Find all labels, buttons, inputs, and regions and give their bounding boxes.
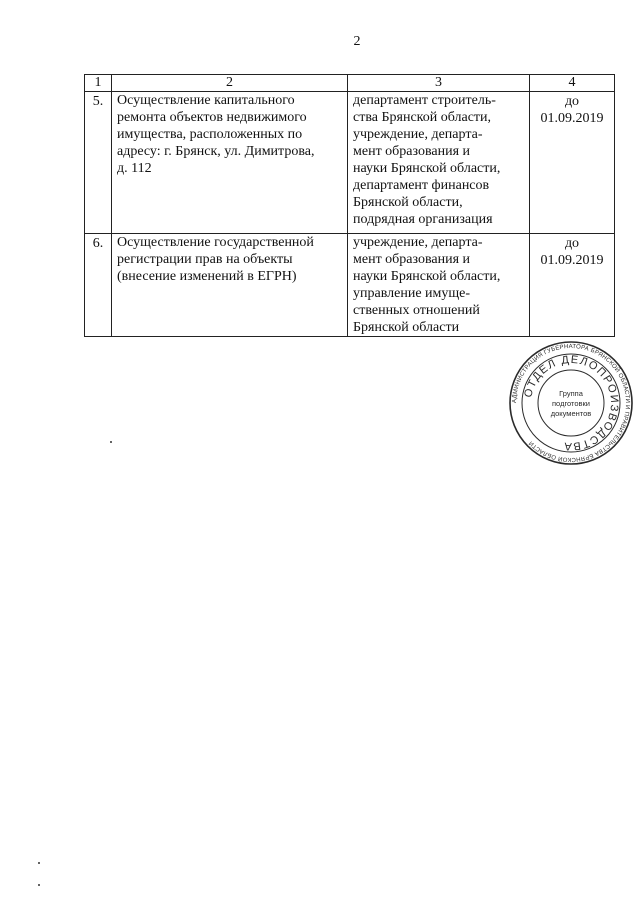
svg-text:ОТДЕЛ ДЕЛОПРОИЗВОДСТВА: ОТДЕЛ ДЕЛОПРОИЗВОДСТВА [522,353,621,453]
task-cell [112,234,348,337]
scan-speck [110,441,112,443]
deadline-date: 01.09.2019 [540,111,604,126]
executors-text: учреждение, департа- мент образования и науки Брянской области, управление имуще- ственных отношений Брянской области [353,235,501,335]
executors-cell [348,92,530,234]
scan-speck [38,884,40,886]
table-header-row [85,75,615,92]
svg-text:Группа: Группа [559,389,583,398]
page-number: 2 [353,34,361,49]
svg-text:документов: документов [550,409,592,418]
deadline-prefix: до [564,94,580,109]
deadline-cell [530,234,615,337]
plan-table [84,74,615,337]
row-number: 6. [85,234,112,337]
task-text: Осуществление государственной регистрации прав на объекты (внесение изменений в ЕГРН) [117,235,314,284]
task-text: Осуществление капитального ремонта объектов недвижимого имущества, расположенных по адресу: г. Брянск, ул. Димитрова, д. 112 [117,93,315,176]
header-col-4: 4 [530,75,615,92]
executors-cell [348,234,530,337]
task-cell [112,92,348,234]
deadline-prefix: до [564,236,580,251]
executors-text: департамент строитель- ства Брянской области, учреждение, департа- мент образования и науки Брянской области, департамент финансов Брянской области, подрядная организация [353,93,501,227]
scan-speck [38,862,40,864]
svg-text:АДМИНИСТРАЦИЯ ГУБЕРНАТОРА БРЯН: АДМИНИСТРАЦИЯ ГУБЕРНАТОРА БРЯНСКОЙ ОБЛАСТИ И ПРАВИТЕЛЬСТВА БРЯНСКОЙ ОБЛАСТИ [511,343,631,463]
header-col-1: 1 [85,75,112,92]
table-row [85,92,615,234]
row-number: 5. [85,92,112,234]
deadline-date: 01.09.2019 [540,253,604,268]
header-col-3: 3 [348,75,530,92]
deadline-cell [530,92,615,234]
svg-text:подготовки: подготовки [552,399,590,408]
official-stamp [508,340,634,466]
header-col-2: 2 [112,75,348,92]
table-row [85,234,615,337]
